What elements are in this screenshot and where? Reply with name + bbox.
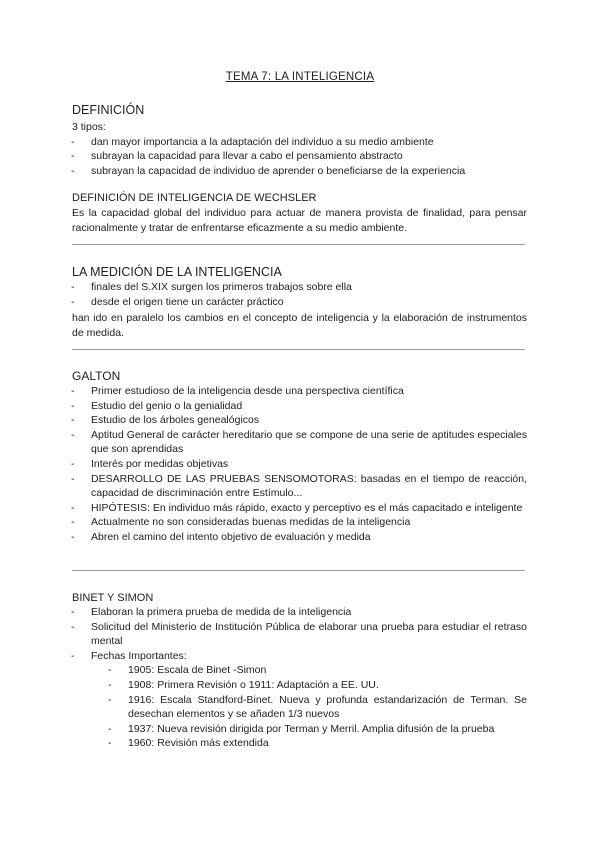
- list-item: - Estudio de los árboles genealógicos: [72, 413, 527, 428]
- galton-list: [72, 384, 527, 545]
- list-item: - 1960: Revisión más extendida: [109, 736, 527, 751]
- list-item: - Primer estudioso de la inteligencia desde una perspectiva científica: [72, 384, 527, 399]
- definicion-list: [72, 135, 527, 179]
- list-item: - 1905: Escala de Binet -Simon: [109, 663, 527, 678]
- list-item: - DESARROLLO DE LAS PRUEBAS SENSOMOTORAS: basadas en el tiempo de reacción, capacidad de discriminación entre Estímulo...: [72, 472, 527, 501]
- divider: [72, 244, 525, 245]
- list-item: - subrayan la capacidad para llevar a cabo el pensamiento abstracto: [72, 149, 527, 164]
- section-medicion: [72, 265, 527, 340]
- list-item: - Solicitud del Ministerio de Institución Pública de elaborar una prueba para estudiar el retraso mental: [72, 620, 527, 649]
- list-item: - 1916: Escala Standford-Binet. Nueva y profunda estandarización de Terman. Se desechan elementos y se añaden 1/3 nuevos: [109, 693, 527, 722]
- medicion-list: [72, 280, 527, 309]
- wechsler-text: Es la capacidad global del individuo para actuar de manera provista de finalidad, para pensar racionalmente y tratar de enfrentarse eficazmente a su medio ambiente.: [72, 207, 527, 234]
- list-item: - Interés por medidas objetivas: [72, 457, 527, 472]
- binet-list: [72, 605, 527, 751]
- section-definicion: [72, 103, 527, 178]
- definicion-intro: 3 tipos:: [72, 121, 106, 133]
- list-item: - subrayan la capacidad de individuo de aprender o beneficiarse de la experiencia: [72, 164, 527, 179]
- medicion-heading: LA MEDICIÓN DE LA INTELIGENCIA: [72, 265, 282, 279]
- list-item: - Elaboran la primera prueba de medida de la inteligencia: [72, 605, 527, 620]
- divider: [72, 349, 525, 350]
- fechas-label: Fechas Importantes:: [91, 649, 187, 662]
- binet-heading: BINET Y SIMON: [72, 592, 154, 604]
- page-title: TEMA 7: LA INTELIGENCIA: [225, 71, 375, 83]
- list-item: - dan mayor importancia a la adaptación del individuo a su medio ambiente: [72, 135, 527, 150]
- list-item: [72, 649, 527, 751]
- list-item: - Aptitud General de carácter hereditario que se compone de una serie de aptitudes especiales que son aprendidas: [72, 428, 527, 457]
- list-item: - HIPÓTESIS: En individuo más rápido, exacto y perceptivo es el más capacitado e inteligente: [72, 501, 527, 516]
- list-item: - Estudio del genio o la genialidad: [72, 399, 527, 414]
- divider: [72, 570, 525, 571]
- wechsler-heading: DEFINICIÓN DE INTELIGENCIA DE WECHSLER: [72, 192, 317, 204]
- definicion-heading: DEFINICIÓN: [72, 103, 145, 117]
- list-item: - Actualmente no son consideradas buenas medidas de la inteligencia: [72, 515, 527, 530]
- list-item: - finales del S.XIX surgen los primeros trabajos sobre ella: [72, 280, 527, 295]
- fechas-list: [109, 663, 527, 751]
- section-galton: [72, 369, 527, 545]
- medicion-text: han ido en paralelo los cambios en el concepto de inteligencia y la elaboración de instrumentos de medida.: [72, 312, 527, 339]
- list-item: - desde el origen tiene un carácter práctico: [72, 295, 527, 310]
- section-wechsler: [72, 191, 527, 235]
- list-item: - Abren el camino del intento objetivo de evaluación y medida: [72, 530, 527, 545]
- galton-heading: GALTON: [72, 369, 121, 383]
- list-item: - 1937: Nueva revisión dirigida por Terman y Merril. Amplia difusión de la prueba: [109, 722, 527, 737]
- section-binet: [72, 591, 527, 751]
- list-item: - 1908: Primera Revisión o 1911: Adaptación a EE. UU.: [109, 678, 527, 693]
